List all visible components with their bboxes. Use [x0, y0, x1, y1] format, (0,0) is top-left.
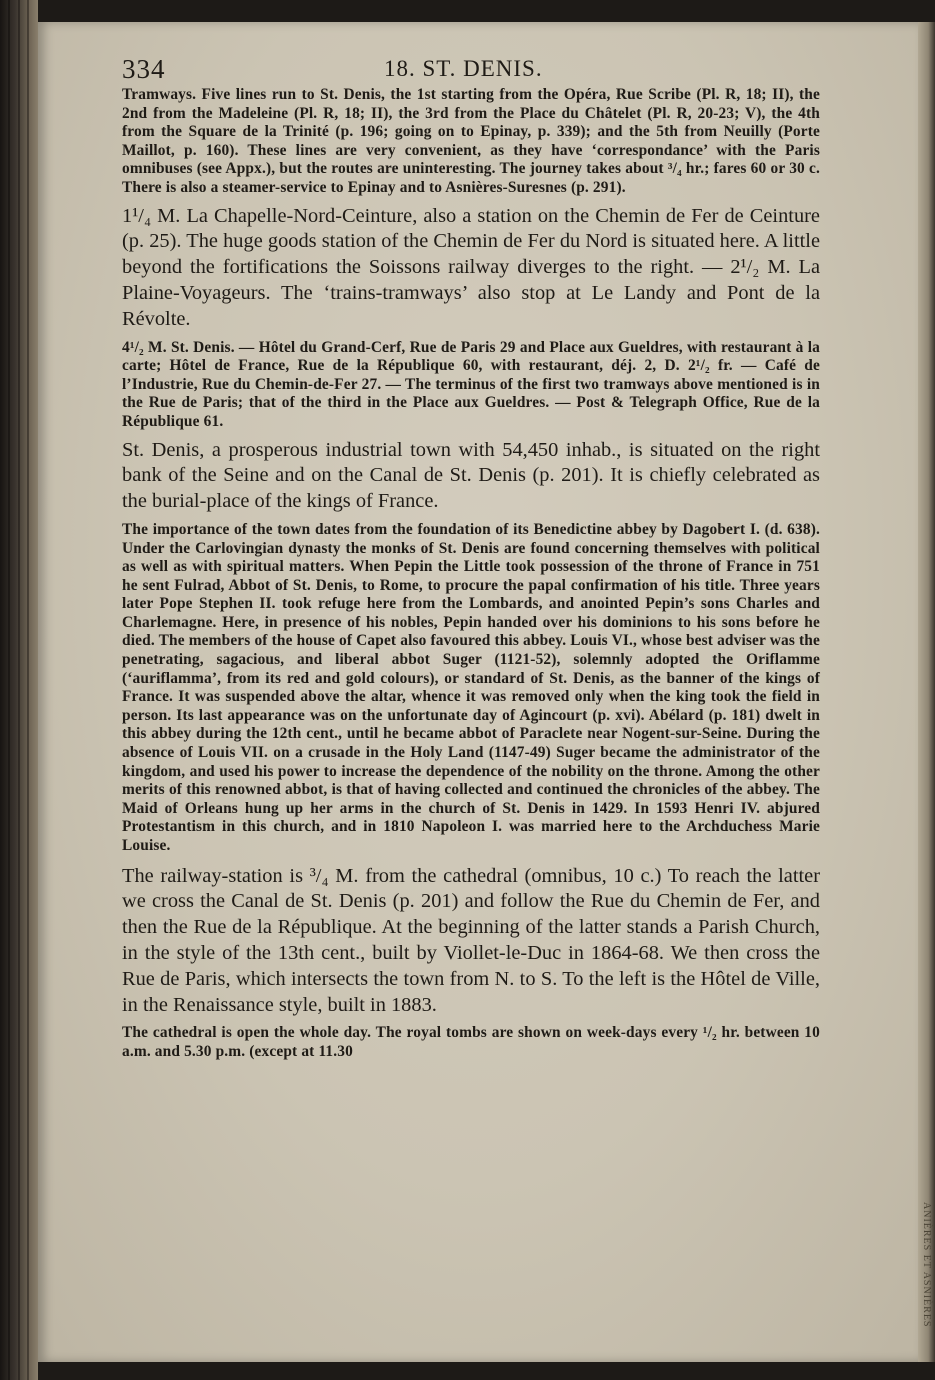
gutter-fold-line: [27, 0, 29, 1380]
paragraph-hotels: 4¹/₂ M. St. Denis. — Hôtel du Grand-Cerf, Rue de Paris 29 and Place aux Gueldres, with restaurant à la carte; Hôtel de France, Rue de la République 60, with restaurant, déj. 2, D. 2¹/₂ fr. — Café de l’Industrie, Rue du Chemin-de-Fer 27. — The terminus of the first two tramways above mentioned is in the Rue de Paris; that of the third in the Place aux Gueldres. — Post & Telegraph Office, Rue de la République 61.: [122, 338, 820, 430]
book-gutter: [0, 0, 38, 1380]
paragraph-cathedral: The cathedral is open the whole day. The royal tombs are shown on week-days every ¹/₂ hr. between 10 a.m. and 5.30 p.m. (except at 11.30: [122, 1024, 820, 1060]
page-text-block: [122, 52, 820, 1062]
paragraph-railway: The railway-station is ³/₄ M. from the cathedral (omnibus, 10 c.) To reach the latter we cross the Canal de St. Denis (p. 201) and follow the Rue du Chemin de Fer, and then the Rue de la République. At the beginning of the latter stands a Parish Church, in the style of the 13th cent., built by Viollet-le-Duc in 1864-68. We then cross the Rue de Paris, which intersects the town from N. to S. To the left is the Hôtel de Ville, in the Renaissance style, built in 1883.: [122, 864, 820, 1016]
paragraph-st-denis: St. Denis, a prosperous industrial town with 54,450 inhab., is situated on the right bank of the Seine and on the Canal de St. Denis (p. 201). It is chiefly celebrated as the burial-place of the kings of France.: [122, 438, 820, 513]
facing-page-text: ANIÈRES ET ASNIÈRES: [921, 1202, 932, 1328]
gutter-fold-line: [8, 0, 10, 1380]
running-head: [122, 52, 820, 86]
paragraph-tramways: Tramways. Five lines run to St. Denis, the 1st starting from the Opéra, Rue Scribe (Pl. R, 18; II), the 2nd from the Madeleine (Pl. R, 18; II), the 3rd from the Place du Châtelet (Pl. R, 20-23; V), the 4th from the Square de la Trinité (p. 196; going on to Epinay, p. 339); and the 5th from Neuilly (Porte Maillot, p. 160). These lines are very convenient, as they have ‘correspondance’ with the Paris omnibuses (see Appx.), but the routes are uninteresting. The journey takes about ³/₄ hr.; fares 60 or 30 c. There is also a steamer-service to Epinay and to Asnières-Suresnes (p. 291).: [122, 86, 820, 196]
facing-page-edge: [918, 22, 935, 1362]
paragraph-chapelle: 1¹/₄ M. La Chapelle-Nord-Ceinture, also a station on the Chemin de Fer de Ceinture (p. 25). The huge goods station of the Chemin de Fer du Nord is situated here. A little beyond the fortifications the Soissons railway diverges to the right. — 2¹/₂ M. La Plaine-Voyageurs. The ‘trains-tramways’ also stop at Le Landy and Pont de la Révolte.: [122, 204, 820, 330]
gutter-fold-line: [18, 0, 20, 1380]
running-title: 18. ST. DENIS.: [384, 56, 543, 81]
page-number: 334: [122, 54, 166, 84]
paragraph-history: The importance of the town dates from the foundation of its Benedictine abbey by Dagobert I. (d. 638). Under the Carlovingian dynasty the monks of St. Denis are found concerning themselves with political as well as with spiritual matters. When Pepin the Little took possession of the throne of France in 751 he sent Fulrad, Abbot of St. Denis, to Rome, to procure the papal confirmation of his title. Three years later Pope Stephen II. took refuge here from the Lombards, and anointed Pepin’s sons Charles and Charlemagne. Here, in presence of his nobles, Pepin handed over his dominions to his sons before he died. The members of the house of Capet also favoured this abbey. Louis VI., whose best adviser was the penetrating, sagacious, and liberal abbot Suger (1121-52), solemnly adopted the Oriflamme (‘auriflamma’, from its red and gold colours), or standard of St. Denis, as the banner of the kings of France. It was suspended above the altar, whence it was removed only when the king took the field in person. Its last appearance was on the unfortunate day of Agincourt (p. xvi). Abélard (p. 181) dwelt in this abbey during the 12th cent., until he became abbot of Paraclete near Nogent-sur-Seine. During the absence of Louis VII. on a crusade in the Holy Land (1147-49) Suger became the administrator of the kingdom, and used his power to increase the dependence of the nobility on the throne. Among the other merits of this renowned abbot, is that of having collected and continued the chronicles of the abbey. The Maid of Orleans hung up her arms in the church of St. Denis in 1429. In 1593 Henri IV. abjured Protestantism in this church, and in 1810 Napoleon I. was married here to the Archduchess Marie Louise.: [122, 520, 820, 854]
